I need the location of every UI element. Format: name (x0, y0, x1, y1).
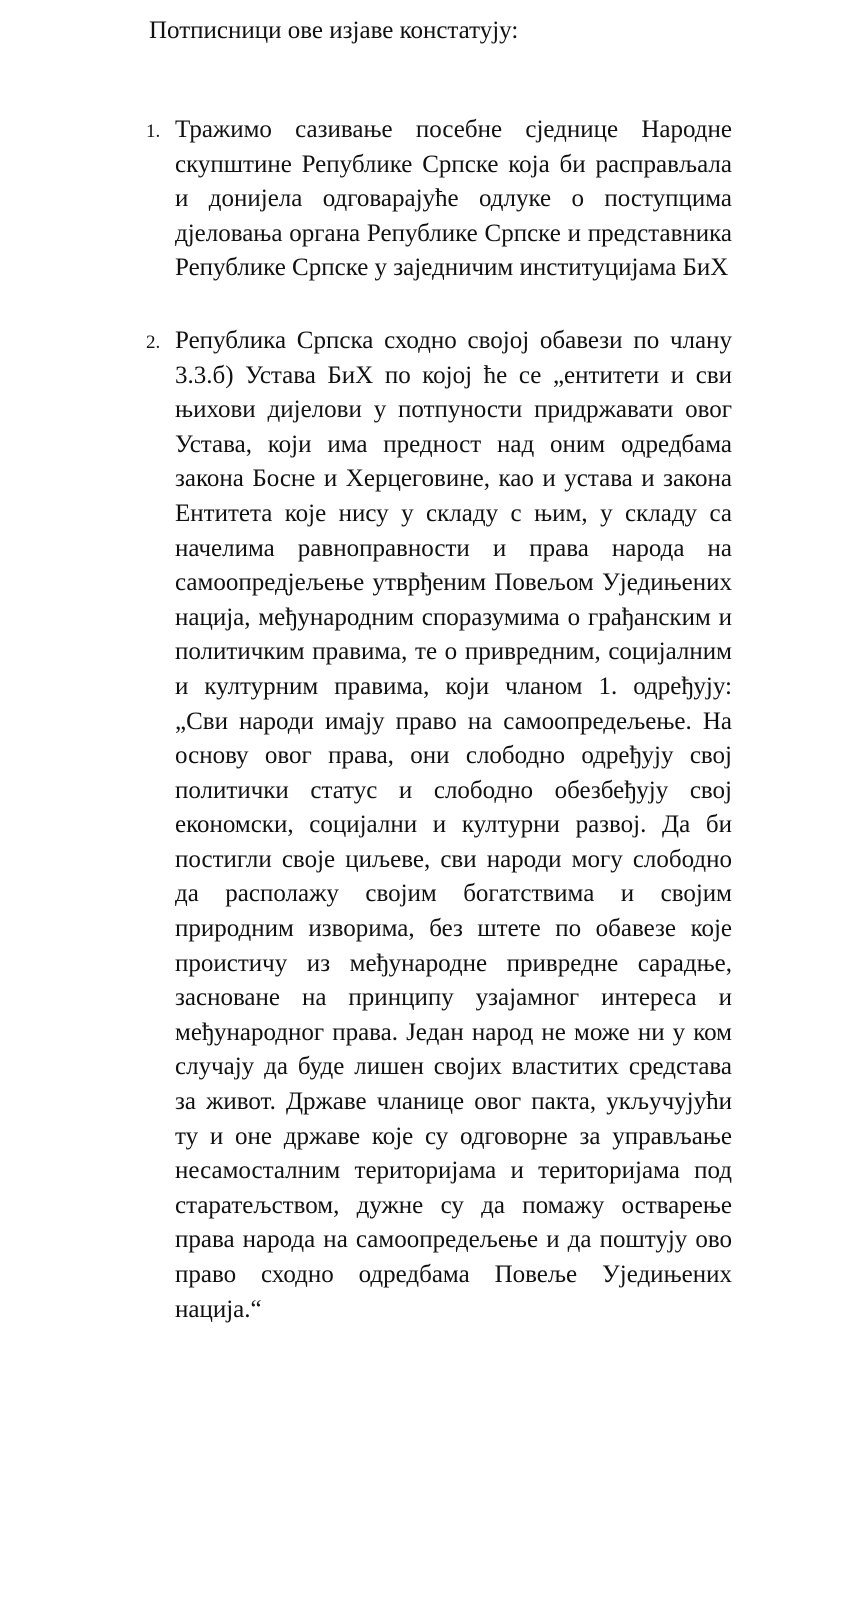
list-item (146, 324, 732, 1327)
list-item-text: Република Српска сходно својој обавези по члану 3.3.б) Устава БиХ по којој ће се „ентитети и сви њихови дијелови у потпуности придржавати овог Устава, који има предност над оним одредбама закона Босне и Херцеговине, као и устава и закона Ентитета које нису у складу с њим, у складу са начелима равноправности и права народа на самоопредјељење утврђеним Повељом Уједињених нација, међународним споразумима о грађанским и политичким правима, те о привредним, социјалним и културним правима, који чланом 1. одређују: „Сви народи имају право на самоопредељење. На основу овог права, они слободно одређују свој политички статус и слободно обезбеђују свој економски, социјални и културни развој. Да би постигли своје циљеве, сви народи могу слободно да располажу својим богатствима и својим природним изворима, без штете по обавезе које проистичу из међународне привредне сарадње, засноване на принципу узајамног интереса и међународног права. Један народ не може ни у ком случају да буде лишен својих властитих средстава за живот. Државе чланице овог пакта, укључујући ту и оне државе које су одговорне за управљање несамосталним територијама и територијама под старатељством, дужне су да помажу остварење права народа на самоопредељење и да поштују ово право сходно одредбама Повеље Уједињених нација.“ (175, 326, 732, 1323)
list-item-number: 1. (146, 121, 161, 142)
list-item (146, 113, 732, 286)
list-item-text: Тражимо сазивање посебне сједнице Народне скупштине Републике Српске која би расправљала и донијела одговарајуће одлуке о поступцима дјеловања органа Републике Српске и представника Републике Српске у заједничим институцијама БиХ (175, 116, 732, 282)
declaration-list (146, 113, 732, 1327)
document-intro: Потписници ове изјаве констатују: (149, 17, 519, 44)
list-item-number: 2. (146, 331, 161, 353)
